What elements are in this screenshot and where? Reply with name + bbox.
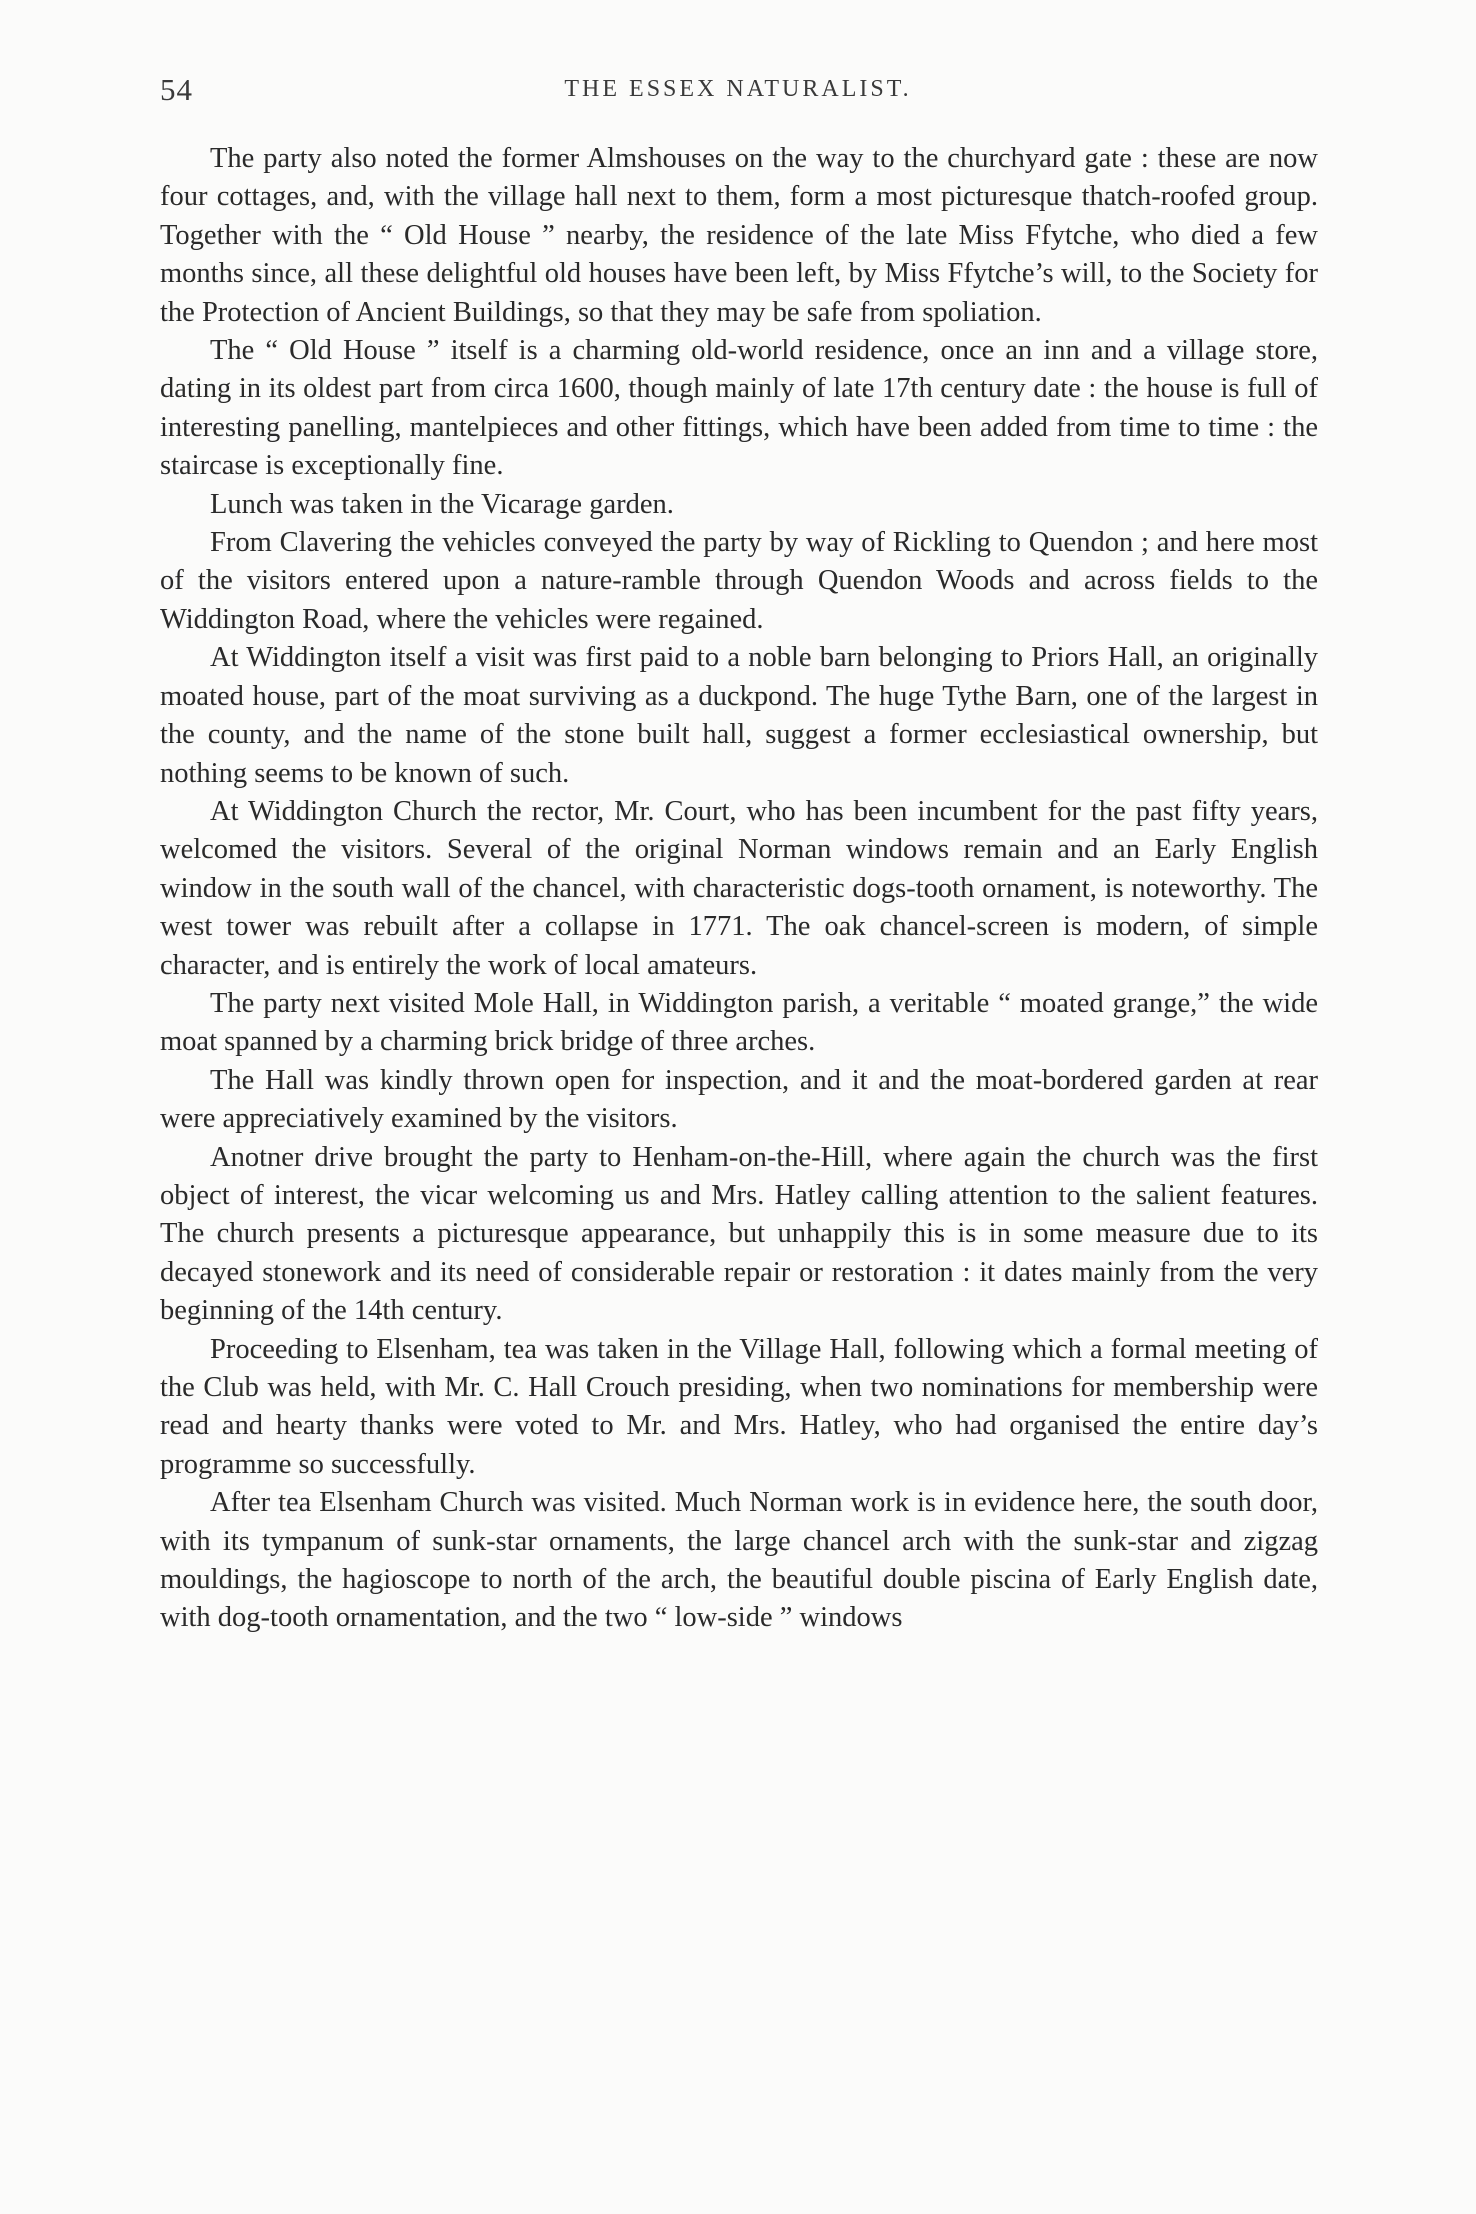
journal-title: THE ESSEX NATURALIST. — [564, 76, 912, 102]
page-number: 54 — [160, 72, 193, 107]
paragraph-lunch: Lunch was taken in the Vicarage garden. — [210, 488, 674, 520]
paragraph-almshouses: The party also noted the former Almshouses on the way to the churchyard gate : these are now four cottages, and, with the village hall next to them, form a most picturesque thatch-roofed group. Together with the “ Old House ” nearby, the residence of the late Miss Ffytche, who died a few months since, all these delightful old houses have been left, by Miss Ffytche’s will, to the Society for the Protection of Ancient Buildings, so that they may be safe from spoliation. — [160, 143, 1318, 328]
paragraph-hall-inspection: The Hall was kindly thrown open for inspection, and it and the moat-bordered garden at rear were appreciatively examined by the visitors. — [160, 1064, 1318, 1135]
paragraph-elsenham-church: After tea Elsenham Church was visited. Much Norman work is in evidence here, the south door, with its tympanum of sunk-star ornaments, the large chancel arch with the sunk-star and zigzag mouldings, the hagioscope to north of the arch, the beautiful double piscina of Early English date, with dog-tooth ornamentation, and the two “ low-side ” windows — [160, 1487, 1318, 1634]
paragraph-priors-hall: At Widdington itself a visit was first paid to a noble barn belonging to Priors Hall, an originally moated house, part of the moat surviving as a duckpond. The huge Tythe Barn, one of the largest in the county, and the name of the stone built hall, suggest a former ecclesiastical ownership, but nothing seems to be known of such. — [160, 642, 1318, 789]
paragraph-old-house: The “ Old House ” itself is a charming old-world residence, once an inn and a village store, dating in its oldest part from circa 1600, though mainly of late 17th century date : the house is full of interesting panelling, mantelpieces and other fittings, which have been added from time to time : the staircase is exceptionally fine. — [160, 335, 1318, 482]
paragraph-mole-hall: The party next visited Mole Hall, in Widdington parish, a veritable “ moated grange,” the wide moat spanned by a charming brick bridge of three arches. — [160, 987, 1318, 1058]
paragraph-widdington-church: At Widdington Church the rector, Mr. Court, who has been incumbent for the past fifty years, welcomed the visitors. Several of the original Norman windows remain and an Early English window in the south wall of the chancel, with characteristic dogs-tooth ornament, is noteworthy. The west tower was rebuilt after a collapse in 1771. The oak chancel-screen is modern, of simple character, and is entirely the work of local amateurs. — [160, 795, 1318, 981]
paragraph-elsenham-meeting: Proceeding to Elsenham, tea was taken in the Village Hall, following which a formal meeting of the Club was held, with Mr. C. Hall Crouch presiding, when two nominations for membership were read and hearty thanks were voted to Mr. and Mrs. Hatley, who had organised the entire day’s programme so successfully. — [160, 1333, 1318, 1480]
paragraph-henham: Anotner drive brought the party to Henham-on-the-Hill, where again the church was the first object of interest, the vicar welcoming us and Mrs. Hatley calling attention to the salient features. The church presents a picturesque appearance, but unhappily this is in some measure due to its decayed stonework and its need of considerable repair or restoration : it dates mainly from the very beginning of the 14th century. — [160, 1141, 1318, 1327]
running-head — [160, 68, 1316, 118]
paragraph-quendon: From Clavering the vehicles conveyed the party by way of Rickling to Quendon ; and here most of the visitors entered upon a nature-ramble through Quendon Woods and across fields to the Widdington Road, where the vehicles were regained. — [160, 527, 1318, 635]
body-text — [160, 140, 1318, 1638]
